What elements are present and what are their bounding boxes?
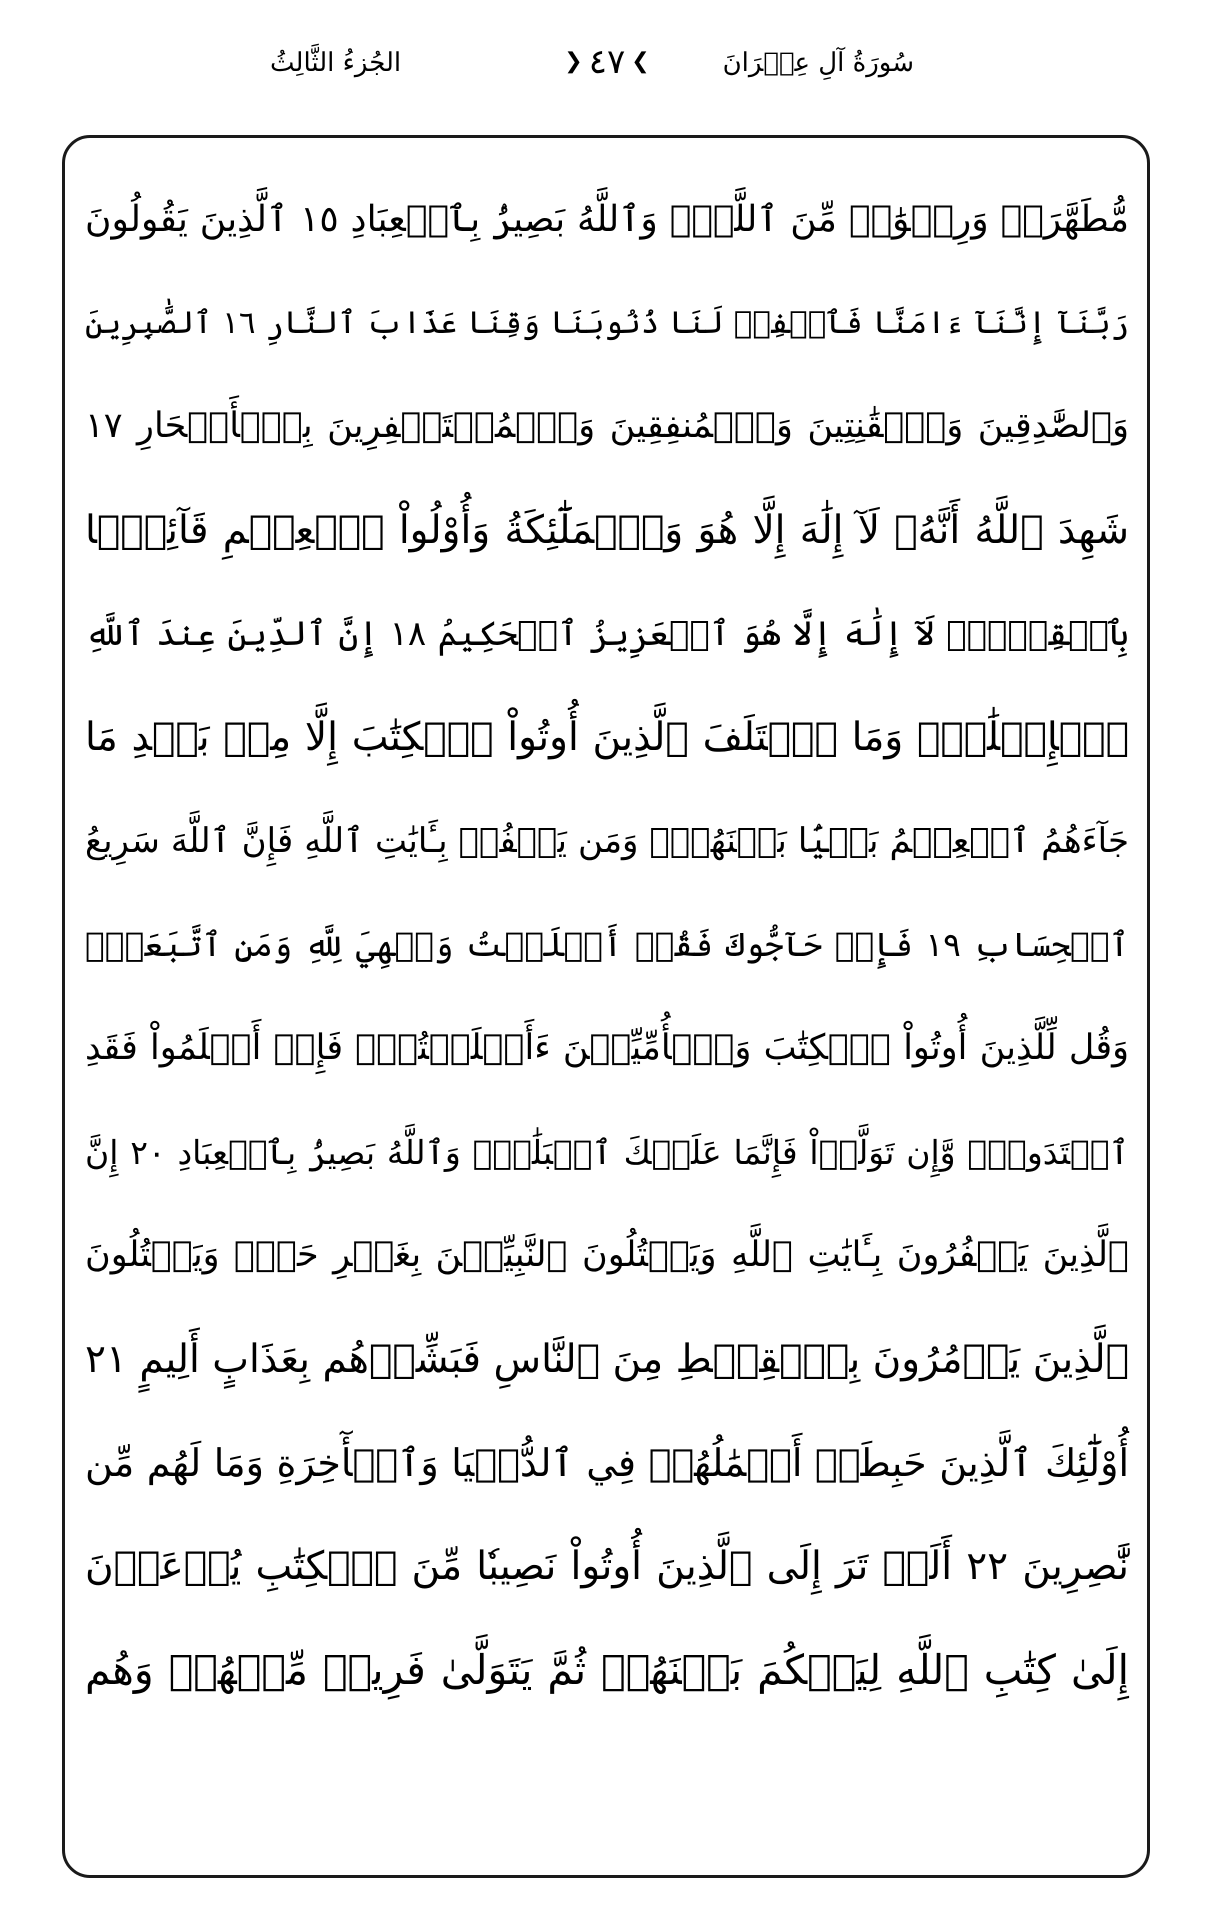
text-line-content: ٱلۡحِسَابِ ١٩ فَإِنۡ حَآجُّوكَ فَقُلۡ أَسۡلَمۡتُ وَجۡهِيَ لِلَّهِ وَمَنِ ٱتَّبَعَنِۗ xyxy=(85,925,1129,965)
text-line xyxy=(85,1515,1129,1619)
text-line xyxy=(85,1204,1129,1308)
text-line-content: ٱلَّذِينَ يَأۡمُرُونَ بِٱلۡقِسۡطِ مِنَ ٱلنَّاسِ فَبَشِّرۡهُم بِعَذَابٍ أَلِيمٍ ٢١ xyxy=(85,1336,1129,1382)
text-line xyxy=(85,375,1129,479)
ornament-left-icon: ❮ xyxy=(631,49,650,74)
text-line-content: أُوْلَٰٓئِكَ ٱلَّذِينَ حَبِطَتۡ أَعۡمَٰلُهُمۡ فِي ٱلدُّنۡيَا وَٱلۡأٓخِرَةِ وَمَا لَهُم مِّن xyxy=(85,1440,1129,1485)
quran-text-block xyxy=(85,168,1129,1722)
text-line-content: وَٱلصَّٰدِقِينَ وَٱلۡقَٰنِتِينَ وَٱلۡمُنفِقِينَ وَٱلۡمُسۡتَغۡفِرِينَ بِٱلۡأَسۡحَارِ ١٧ xyxy=(85,406,1129,447)
text-line-content: ٱلَّذِينَ يَكۡفُرُونَ بِـَٔايَٰتِ ٱللَّهِ وَيَقۡتُلُونَ ٱلنَّبِيِّـۧنَ بِغَيۡرِ حَقّٖ وَيَقۡتُلُونَ xyxy=(85,1235,1129,1276)
text-line-content: إِلَىٰ كِتَٰبِ ٱللَّهِ لِيَحۡكُمَ بَيۡنَهُمۡ ثُمَّ يَتَوَلَّىٰ فَرِيقٞ مِّنۡهُمۡ وَهُم xyxy=(85,1645,1129,1694)
text-line xyxy=(85,272,1129,376)
text-line-content: وَقُل لِّلَّذِينَ أُوتُواْ ٱلۡكِتَٰبَ وَٱلۡأُمِّيِّـۧنَ ءَأَسۡلَمۡتُمۡۚ فَإِنۡ أَسۡلَمُواْ فَقَدِ xyxy=(85,1028,1129,1069)
text-line-content: رَبَّنَآ إِنَّنَآ ءَامَنَّا فَٱغۡفِرۡ لَنَا ذُنُوبَنَا وَقِنَا عَذَابَ ٱلنَّارِ ١٦ ٱلصَّٰبِرِينَ xyxy=(85,304,1129,341)
text-line-content: بِٱلۡقِسۡطِۚ لَآ إِلَٰهَ إِلَّا هُوَ ٱلۡعَزِيزُ ٱلۡحَكِيمُ ١٨ إِنَّ ٱلدِّينَ عِندَ ٱللَّهِ xyxy=(85,614,1130,655)
text-line xyxy=(85,997,1129,1101)
text-line xyxy=(85,893,1129,997)
text-line xyxy=(85,582,1129,686)
juz-name: الجُزءُ الثَّالِثُ xyxy=(270,48,402,78)
text-line xyxy=(85,686,1129,790)
surah-name: سُورَةُ آلِ عِمۡرَانَ xyxy=(722,48,914,78)
text-line-content: نَّٰصِرِينَ ٢٢ أَلَمۡ تَرَ إِلَى ٱلَّذِينَ أُوتُواْ نَصِيبٗا مِّنَ ٱلۡكِتَٰبِ يُدۡعَوۡنَ xyxy=(85,1544,1129,1590)
text-line xyxy=(85,479,1129,583)
page-header xyxy=(0,38,1214,98)
text-line-content: شَهِدَ ٱللَّهُ أَنَّهُۥ لَآ إِلَٰهَ إِلَّا هُوَ وَٱلۡمَلَٰٓئِكَةُ وَأُوْلُواْ ٱلۡعِلۡمِ قَآئِمَۢا xyxy=(85,508,1129,554)
text-line-content: ٱهۡتَدَواْۖ وَّإِن تَوَلَّوۡاْ فَإِنَّمَا عَلَيۡكَ ٱلۡبَلَٰغُۗ وَٱللَّهُ بَصِيرُۢ بِٱلۡعِبَادِ ٢٠ إِنَّ xyxy=(85,1132,1129,1172)
text-line xyxy=(85,1618,1129,1722)
text-line xyxy=(85,1411,1129,1515)
text-line xyxy=(85,790,1129,894)
page-number-block xyxy=(564,42,649,82)
text-line xyxy=(85,1100,1129,1204)
ornament-right-icon: ❯ xyxy=(564,49,583,74)
page-number: ٤٧ xyxy=(588,42,626,82)
text-line-content: ٱلۡإِسۡلَٰمُۗ وَمَا ٱخۡتَلَفَ ٱلَّذِينَ أُوتُواْ ٱلۡكِتَٰبَ إِلَّا مِنۢ بَعۡدِ مَا xyxy=(85,715,1129,761)
text-line-content: مُّطَهَّرَةٞ وَرِضۡوَٰنٞ مِّنَ ٱللَّهِۗ وَٱللَّهُ بَصِيرُۢ بِٱلۡعِبَادِ ١٥ ٱلَّذِينَ يَقُولُونَ xyxy=(85,198,1129,240)
text-line-content: جَآءَهُمُ ٱلۡعِلۡمُ بَغۡيَۢا بَيۡنَهُمۡۗ وَمَن يَكۡفُرۡ بِـَٔايَٰتِ ٱللَّهِ فَإِنَّ ٱللَّهَ سَرِيعُ xyxy=(85,821,1129,862)
text-line xyxy=(85,1308,1129,1412)
text-line xyxy=(85,168,1129,272)
